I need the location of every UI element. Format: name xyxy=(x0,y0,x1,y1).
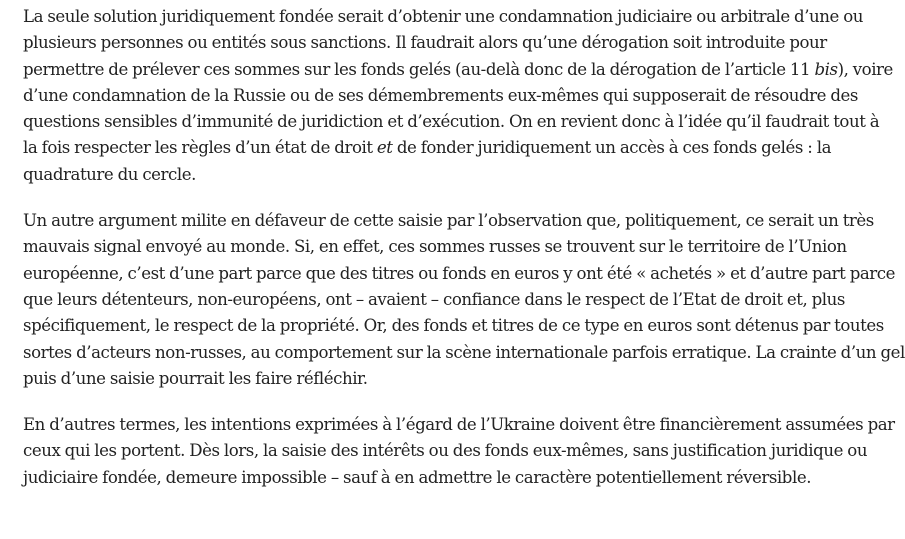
text-line xyxy=(23,135,873,161)
paragraph-2 xyxy=(23,208,905,392)
text-line: En d’autres termes, les intentions exprimées à l’égard de l’Ukraine doivent être financièrement assumées par xyxy=(23,415,895,435)
text-line: d’une condamnation de la Russie ou de ses démembrements eux-mêmes qui supposerait de résoudre des xyxy=(23,85,858,105)
text-line: judiciaire fondée, demeure impossible – sauf à en admettre le caractère potentiellement réversible. xyxy=(23,467,812,487)
text-line: européenne, c’est d’une part parce que des titres ou fonds en euros y ont été « achetés » et d’autre part parce xyxy=(23,263,896,283)
article-body xyxy=(23,4,905,491)
italic-text: et xyxy=(376,138,393,158)
text-line: spécifiquement, le respect de la propriété. Or, des fonds et titres de ce type en euros sont détenus par toutes xyxy=(23,316,884,336)
text-line: Un autre argument milite en défaveur de cette saisie par l’observation que, politiquement, ce serait un très xyxy=(23,211,874,231)
text-run: la fois respecter les règles d’un état de droit xyxy=(23,138,377,158)
text-line: puis d’une saisie pourrait les faire réfléchir. xyxy=(23,368,368,388)
text-line: sortes d’acteurs non-russes, au comportement sur la scène internationale parfois erratique. La crainte d’un gel xyxy=(23,342,905,362)
text-run: ), voire xyxy=(837,59,893,79)
text-line: quadrature du cercle. xyxy=(23,164,196,184)
text-run: de fonder juridiquement un accès à ces fonds gelés : la xyxy=(392,138,832,158)
text-line: plusieurs personnes ou entités sous sanctions. Il faudrait alors qu’une dérogation soit introduite pour xyxy=(23,33,827,53)
paragraph-1 xyxy=(23,4,893,188)
text-run: permettre de prélever ces sommes sur les fonds gelés (au-delà donc de la dérogation de l’article 11 xyxy=(23,59,815,79)
italic-text: bis xyxy=(814,59,838,79)
text-line: ceux qui les portent. Dès lors, la saisie des intérêts ou des fonds eux-mêmes, sans justification juridique ou xyxy=(23,441,868,461)
text-line: que leurs détenteurs, non-européens, ont – avaient – confiance dans le respect de l’Etat de droit et, plus xyxy=(23,289,845,309)
paragraph-3 xyxy=(23,412,895,491)
text-line: questions sensibles d’immunité de juridiction et d’exécution. On en revient donc à l’idée qu’il faudrait tout à xyxy=(23,112,880,132)
text-line xyxy=(23,57,893,83)
text-line: mauvais signal envoyé au monde. Si, en effet, ces sommes russes se trouvent sur le territoire de l’Union xyxy=(23,237,847,257)
text-line: La seule solution juridiquement fondée serait d’obtenir une condamnation judiciaire ou arbitrale d’une ou xyxy=(23,7,864,26)
